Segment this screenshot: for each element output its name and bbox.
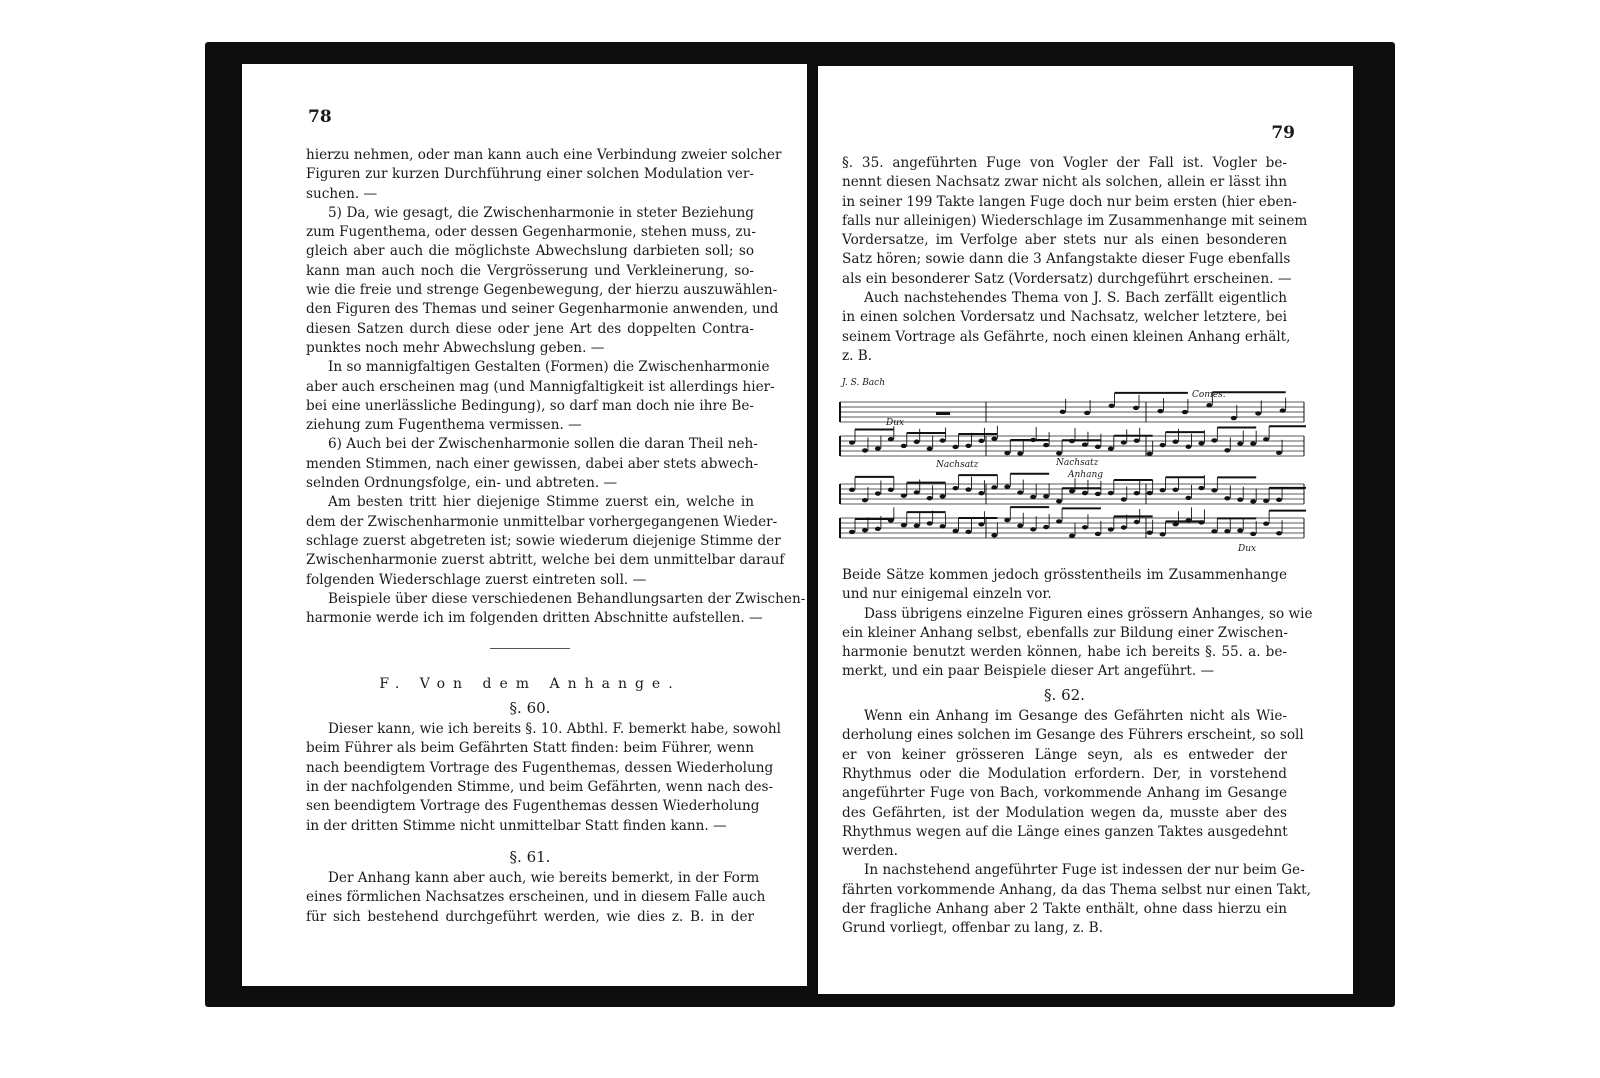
text-line: suchen. — [306, 185, 378, 202]
note-head [991, 437, 997, 441]
note-head [1095, 492, 1101, 496]
note-head [1211, 438, 1217, 442]
page-number: 78 [308, 107, 332, 127]
note-head [978, 522, 984, 526]
left-page-body [306, 146, 806, 927]
note-head [1069, 439, 1075, 443]
text-line: in der dritten Stimme nicht unmittelbar Statt finden kann. — [306, 817, 727, 834]
text-line: und nur einigemal einzeln vor. [842, 586, 1052, 603]
text-line: in seiner 199 Takte langen Fuge doch nur beim ersten (hier eben- [842, 193, 1297, 210]
note-head [927, 447, 933, 451]
chapter-heading: F. Von dem Anhange. [379, 676, 681, 693]
note-head [1185, 518, 1191, 522]
note-head [1082, 491, 1088, 495]
text-line: in der nachfolgenden Stimme, und beim Gefährten, wenn nach des- [306, 778, 774, 795]
note-head [1237, 528, 1243, 532]
note-head [849, 488, 855, 492]
note-head [849, 440, 855, 444]
note-head [1069, 489, 1075, 493]
text-line: harmonie werde ich im folgenden dritten Abschnitte aufstellen. — [306, 610, 763, 627]
text-line: z. B. [842, 347, 873, 364]
text-line: Auch nachstehendes Thema von J. S. Bach zerfällt eigentlich [864, 290, 1287, 307]
note-head [1121, 497, 1127, 501]
note-head [953, 486, 959, 490]
note-head [1082, 443, 1088, 447]
text-line: sen beendigtem Vortrage des Fugenthemas dessen Wiederholung [306, 798, 760, 815]
text-line: Satz hören; sowie dann die 3 Anfangstakte dieser Fuge ebenfalls [842, 251, 1291, 268]
text-line: dem der Zwischenharmonie unmittelbar vorhergegangenen Wieder- [306, 513, 778, 530]
text-line: werden. [842, 843, 899, 860]
note-head [991, 533, 997, 537]
note-head [1173, 488, 1179, 492]
text-line: fährten vorkommende Anhang, da das Thema selbst nur einen Takt, [842, 881, 1311, 898]
note-head [1030, 438, 1036, 442]
text-line: den Figuren des Themas und seiner Gegenharmonie anwenden, und [306, 301, 779, 318]
text-line: wie die freie und strenge Gegenbewegung, der hierzu auszuwählen- [306, 282, 778, 299]
note-head [965, 530, 971, 534]
text-line: Rhythmus wegen auf die Länge eines ganzen Taktes ausgedehnt [842, 823, 1288, 840]
score-anhang-label: Anhang [1068, 470, 1104, 480]
note-head [1133, 406, 1139, 410]
note-head [914, 524, 920, 528]
note-head [1224, 529, 1230, 533]
note-head [953, 445, 959, 449]
note-head [1231, 416, 1237, 420]
note-head [1224, 496, 1230, 500]
note-head [1004, 485, 1010, 489]
note-head [862, 498, 868, 502]
text-line: aber auch erscheinen mag (und Mannigfaltigkeit ist allerdings hier- [306, 378, 775, 395]
note-head [1108, 447, 1114, 451]
note-head [991, 485, 997, 489]
note-head [1004, 518, 1010, 522]
note-head [1017, 490, 1023, 494]
text-line: 5) Da, wie gesagt, die Zwischenharmonie in steter Beziehung [328, 204, 754, 221]
left-page [242, 64, 807, 986]
note-head [978, 491, 984, 495]
text-line: ziehung zum Fugenthema vermissen. — [306, 417, 582, 434]
text-line: nach beendigtem Vortrage des Fugenthemas, dessen Wiederholung [306, 759, 774, 776]
edge-mark [838, 996, 858, 999]
note-head [1134, 491, 1140, 495]
note-head [1069, 534, 1075, 538]
text-line: für sich bestehend durchgeführt werden, wie dies z. B. in der [306, 908, 754, 925]
note-head [1030, 495, 1036, 499]
text-line: bei eine unerlässliche Bedingung), so darf man doch nie ihre Be- [306, 397, 754, 414]
text-line: Figuren zur kurzen Durchführung einer solchen Modulation ver- [306, 166, 754, 183]
note-head [1224, 448, 1230, 452]
note-head [927, 496, 933, 500]
note-head [1250, 532, 1256, 536]
note-head [888, 488, 894, 492]
text-line: Rhythmus oder die Modulation erfordern. Der, in vorstehend [842, 765, 1287, 782]
text-line: Vordersatze, im Verfolge aber stets nur als einen besonderen [842, 232, 1287, 249]
text-line: 6) Auch bei der Zwischenharmonie sollen die daran Theil neh- [328, 436, 758, 453]
note-head [1134, 439, 1140, 443]
note-head [927, 521, 933, 525]
note-head [901, 444, 907, 448]
text-line: eines förmlichen Nachsatzes erscheinen, und in diesem Falle auch [306, 889, 766, 906]
text-line: des Gefährten, ist der Modulation wegen da, musste aber des [842, 804, 1287, 821]
note-head [1095, 445, 1101, 449]
score-nachsatz-label: Nachsatz [936, 460, 979, 470]
text-line: In nachstehend angeführter Fuge ist indessen der nur beim Ge- [864, 862, 1305, 879]
text-line: kann man auch noch die Vergrösserung und Verkleinerung, so- [306, 262, 754, 279]
note-head [1211, 488, 1217, 492]
text-line: In so mannigfaltigen Gestalten (Formen) die Zwischenharmonie [328, 359, 770, 376]
text-line: schlage zuerst abgetreten ist; sowie wiederum diejenige Stimme der [306, 532, 781, 549]
note-head [1250, 441, 1256, 445]
note-head [875, 446, 881, 450]
note-head [1056, 451, 1062, 455]
score-nachsatz-label: Nachsatz [1056, 458, 1099, 468]
text-line: §. 35. angeführten Fuge von Vogler der Fall ist. Vogler be- [842, 155, 1287, 171]
note-head [914, 490, 920, 494]
text-line: Wenn ein Anhang im Gesange des Gefährten nicht als Wie- [864, 708, 1287, 725]
note-head [862, 528, 868, 532]
note-head [888, 437, 894, 441]
rest-mark [936, 412, 950, 415]
text-line: in einen solchen Vordersatz und Nachsatz, welcher letztere, bei [842, 309, 1287, 326]
page-number: 79 [1271, 123, 1295, 143]
note-head [901, 493, 907, 497]
note-head [1237, 498, 1243, 502]
note-head [1198, 520, 1204, 524]
text-line: Beide Sätze kommen jedoch grösstentheils im Zusammenhange [842, 567, 1287, 583]
text-line: menden Stimmen, nach einer gewissen, dabei aber stets abwech- [306, 455, 759, 472]
note-head [1147, 530, 1153, 534]
note-head [1160, 488, 1166, 492]
text-line: als ein besonderer Satz (Vordersatz) durchgeführt erscheinen. — [842, 270, 1292, 287]
note-head [1263, 521, 1269, 525]
note-head [1185, 496, 1191, 500]
text-line: zum Fugenthema, oder dessen Gegenharmonie, stehen muss, zu- [306, 224, 757, 241]
note-head [1060, 410, 1066, 414]
note-head [1250, 499, 1256, 503]
note-head [1095, 532, 1101, 536]
note-head [1030, 527, 1036, 531]
note-head [978, 439, 984, 443]
text-line: angeführter Fuge von Bach, vorkommende Anhang im Gesange [842, 785, 1287, 802]
text-line: diesen Satzen durch diese oder jene Art des doppelten Contra- [306, 320, 754, 337]
note-head [862, 448, 868, 452]
note-head [1121, 525, 1127, 529]
note-head [1056, 519, 1062, 523]
note-head [940, 438, 946, 442]
right-page-body-lower [842, 566, 1313, 939]
note-head [1276, 531, 1282, 535]
text-line: seinem Vortrage als Gefährte, noch einen kleinen Anhang erhält, [842, 328, 1291, 345]
section-number: §. 62. [1044, 685, 1085, 704]
text-line: harmonie benutzt werden können, habe ich bereits §. 55. a. be- [842, 644, 1287, 661]
text-line: Der Anhang kann aber auch, wie bereits bemerkt, in der Form [328, 870, 760, 887]
note-head [1263, 437, 1269, 441]
text-line: Dieser kann, wie ich bereits §. 10. Abthl. F. bemerkt habe, sowohl [328, 721, 782, 738]
text-line: derholung eines solchen im Gesange des Führers erscheint, so soll [842, 727, 1304, 744]
note-head [1263, 499, 1269, 503]
text-line: folgenden Wiederschlage zuerst eintreten soll. — [306, 571, 647, 588]
note-head [965, 444, 971, 448]
section-number: §. 61. [509, 847, 551, 866]
note-head [1211, 529, 1217, 533]
note-head [1109, 404, 1115, 408]
text-line: ein kleiner Anhang selbst, ebenfalls zur Bildung einer Zwischen- [842, 624, 1288, 641]
note-head [965, 487, 971, 491]
note-head [901, 523, 907, 527]
text-line: beim Führer als beim Gefährten Statt finden: beim Führer, wenn [306, 740, 754, 757]
text-line: merkt, und ein paar Beispiele dieser Art angeführt. — [842, 663, 1215, 680]
note-head [1017, 524, 1023, 528]
text-line: Zwischenharmonie zuerst abtritt, welche bei dem unmittelbar darauf [306, 552, 785, 569]
score-comes-label: Comes. [1192, 390, 1226, 400]
text-line: Am besten tritt hier diejenige Stimme zuerst ein, welche in [328, 494, 754, 511]
note-head [1280, 408, 1286, 412]
section-divider [490, 648, 570, 649]
note-head [1147, 491, 1153, 495]
note-head [1160, 532, 1166, 536]
note-head [1082, 525, 1088, 529]
note-head [1255, 411, 1261, 415]
text-line: falls nur alleinigen) Wiederschlage im Zusammenhange mit seinem [842, 212, 1308, 229]
section-number: §. 60. [509, 698, 551, 717]
note-head [1157, 409, 1163, 413]
music-example [836, 374, 1306, 554]
note-head [1056, 499, 1062, 503]
note-head [1147, 452, 1153, 456]
note-head [1276, 498, 1282, 502]
text-line: er von keiner grösseren Länge seyn, als es entweder der [842, 746, 1287, 763]
note-head [1043, 494, 1049, 498]
note-head [1121, 440, 1127, 444]
note-head [1185, 445, 1191, 449]
note-head [1198, 441, 1204, 445]
note-head [914, 440, 920, 444]
note-head [1276, 451, 1282, 455]
score-dux-label: Dux [1238, 544, 1257, 554]
note-head [1237, 441, 1243, 445]
note-head [875, 527, 881, 531]
score-dux-label: Dux [886, 418, 905, 428]
note-head [888, 518, 894, 522]
text-line: gleich aber auch die möglichste Abwechslung darbieten soll; so [306, 243, 754, 260]
note-head [1084, 411, 1090, 415]
note-head [940, 494, 946, 498]
text-line: hierzu nehmen, oder man kann auch eine Verbindung zweier solcher [306, 147, 782, 163]
note-head [1182, 410, 1188, 414]
text-line: punktes noch mehr Abwechslung geben. — [306, 339, 605, 356]
note-head [1108, 491, 1114, 495]
note-head [1108, 527, 1114, 531]
note-head [940, 524, 946, 528]
note-head [953, 529, 959, 533]
note-head [1043, 443, 1049, 447]
text-line: Grund vorliegt, offenbar zu lang, z. B. [842, 920, 1103, 937]
note-head [1206, 403, 1212, 407]
text-line: Beispiele über diese verschiedenen Behandlungsarten der Zwischen- [328, 590, 806, 607]
note-head [849, 530, 855, 534]
text-line: nennt diesen Nachsatz zwar nicht als solchen, allein er lässt ihn [842, 174, 1287, 191]
note-head [1198, 486, 1204, 490]
text-line: Dass übrigens einzelne Figuren eines grössern Anhanges, so wie [864, 605, 1313, 622]
note-head [1043, 525, 1049, 529]
edge-mark [770, 994, 810, 1002]
right-page [818, 66, 1353, 994]
note-head [1173, 440, 1179, 444]
note-head [875, 491, 881, 495]
note-head [1173, 522, 1179, 526]
right-page-body [842, 154, 1308, 366]
note-head [1134, 520, 1140, 524]
note-head [1017, 451, 1023, 455]
note-head [1160, 443, 1166, 447]
note-head [1004, 451, 1010, 455]
text-line: der fragliche Anhang aber 2 Takte enthält, ohne dass hierzu ein [842, 901, 1287, 918]
text-line: selnden Ordnungsfolge, ein- und abtreten. — [306, 475, 618, 492]
score-composer-label: J. S. Bach [842, 378, 886, 388]
